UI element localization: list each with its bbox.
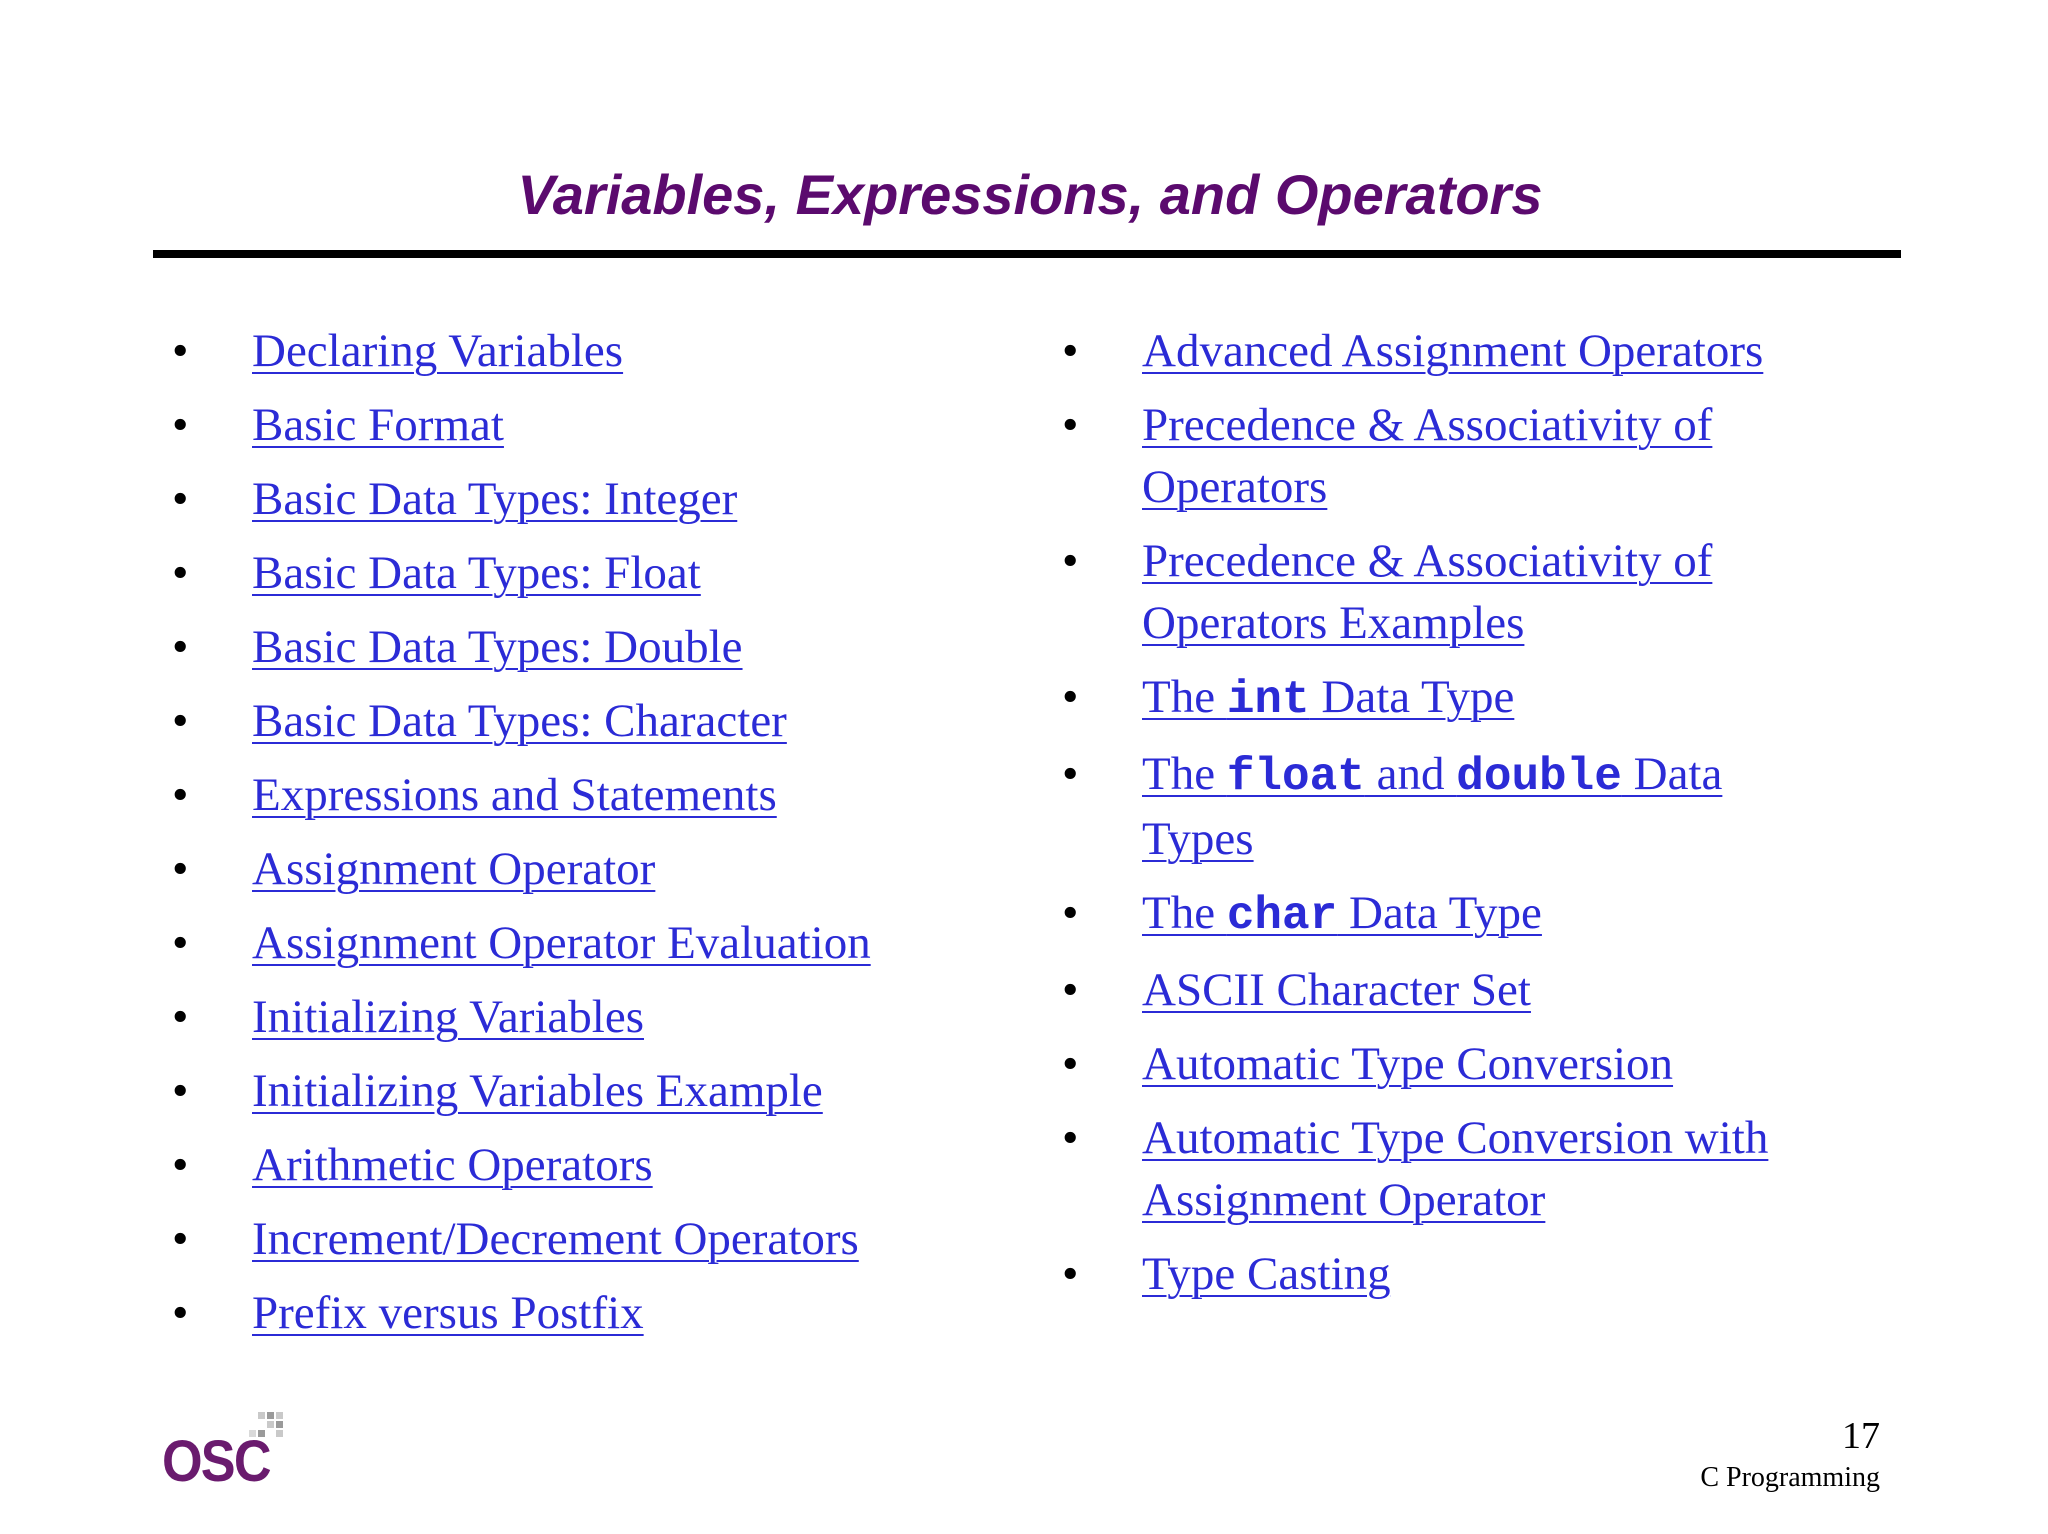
link-text-line: Assignment Operator	[1142, 1174, 1546, 1226]
list-item	[1062, 882, 1922, 947]
bullet: •	[172, 1139, 189, 1191]
bullet: •	[172, 547, 189, 599]
bullet: •	[172, 399, 189, 451]
link-declaring-variables[interactable]: Declaring Variables	[252, 325, 624, 377]
link-precedence-associativity-examples[interactable]	[1142, 535, 1712, 649]
list-item	[172, 912, 992, 974]
bullet: •	[1062, 671, 1079, 723]
list-item	[172, 1208, 992, 1270]
list-item	[1062, 959, 1922, 1021]
bullet: •	[172, 1287, 189, 1339]
list-item	[1062, 1107, 1922, 1231]
link-text-line: Precedence & Associativity of	[1142, 399, 1713, 451]
link-char-data-type[interactable]	[1142, 887, 1542, 942]
list-item	[1062, 743, 1922, 870]
osc-logo	[162, 1410, 292, 1494]
link-automatic-type-conversion-assignment[interactable]	[1142, 1112, 1768, 1226]
bullet: •	[172, 695, 189, 747]
link-arithmetic-operators[interactable]: Arithmetic Operators	[252, 1139, 653, 1191]
list-item	[1062, 530, 1922, 654]
slide-title: Variables, Expressions, and Operators	[517, 163, 1543, 226]
link-int-data-type[interactable]	[1142, 671, 1515, 726]
bullet: •	[1062, 1248, 1079, 1300]
link-float-double-data-types[interactable]	[1142, 748, 1722, 865]
code-keyword-char: char	[1226, 890, 1338, 942]
list-item	[1062, 320, 1922, 382]
list-item	[172, 1060, 992, 1122]
link-initializing-variables[interactable]: Initializing Variables	[252, 991, 644, 1043]
list-item	[172, 320, 992, 382]
bullet: •	[1062, 325, 1079, 377]
link-basic-data-types-integer[interactable]: Basic Data Types: Integer	[252, 473, 738, 525]
link-text-line: Precedence & Associativity of	[1142, 535, 1713, 587]
link-automatic-type-conversion[interactable]: Automatic Type Conversion	[1142, 1038, 1674, 1090]
bullet: •	[172, 769, 189, 821]
bullet: •	[1062, 887, 1079, 939]
link-text: Data Type	[1337, 887, 1542, 939]
bullet: •	[172, 991, 189, 1043]
left-link-list	[172, 320, 992, 1356]
bullet: •	[1062, 535, 1079, 587]
list-item	[172, 1134, 992, 1196]
list-item	[1062, 1243, 1922, 1305]
list-item	[172, 616, 992, 678]
bullet: •	[172, 1065, 189, 1117]
link-ascii-character-set[interactable]: ASCII Character Set	[1142, 964, 1531, 1016]
right-link-list	[1062, 320, 1922, 1317]
link-text-line: Automatic Type Conversion with	[1142, 1112, 1769, 1164]
list-item	[1062, 394, 1922, 518]
list-item	[172, 690, 992, 752]
link-basic-data-types-character[interactable]: Basic Data Types: Character	[252, 695, 787, 747]
title-divider	[153, 250, 1901, 258]
link-basic-data-types-float[interactable]: Basic Data Types: Float	[252, 547, 701, 599]
link-text: Data Type	[1309, 671, 1515, 723]
link-assignment-operator-evaluation[interactable]: Assignment Operator Evaluation	[252, 917, 871, 969]
list-item	[172, 764, 992, 826]
link-text-line: Operators	[1142, 461, 1328, 513]
bullet: •	[1062, 748, 1079, 800]
link-basic-data-types-double[interactable]: Basic Data Types: Double	[252, 621, 743, 673]
bullet: •	[172, 473, 189, 525]
logo-text: OSC	[162, 1429, 270, 1494]
bullet: •	[172, 621, 189, 673]
link-assignment-operator[interactable]: Assignment Operator	[252, 843, 656, 895]
link-text: Data	[1621, 748, 1723, 800]
link-text-line: Types	[1142, 813, 1254, 865]
list-item	[172, 838, 992, 900]
link-prefix-versus-postfix[interactable]: Prefix versus Postfix	[252, 1287, 644, 1339]
link-text: The	[1142, 887, 1227, 939]
link-increment-decrement-operators[interactable]: Increment/Decrement Operators	[252, 1213, 859, 1265]
code-keyword-int: int	[1226, 674, 1310, 726]
bullet: •	[172, 843, 189, 895]
footer-label: C Programming	[1700, 1462, 1880, 1493]
list-item	[1062, 666, 1922, 731]
list-item	[172, 542, 992, 604]
link-text-line: Operators Examples	[1142, 597, 1525, 649]
bullet: •	[1062, 399, 1079, 451]
bullet: •	[172, 1213, 189, 1265]
code-keyword-float: float	[1226, 751, 1365, 803]
list-item	[172, 394, 992, 456]
bullet: •	[172, 917, 189, 969]
code-keyword-double: double	[1456, 751, 1622, 803]
bullet: •	[172, 325, 189, 377]
link-basic-format[interactable]: Basic Format	[252, 399, 504, 451]
link-advanced-assignment-operators[interactable]: Advanced Assignment Operators	[1142, 325, 1764, 377]
list-item	[172, 468, 992, 530]
page-number: 17	[1842, 1415, 1880, 1457]
link-type-casting[interactable]: Type Casting	[1142, 1248, 1391, 1300]
link-initializing-variables-example[interactable]: Initializing Variables Example	[252, 1065, 823, 1117]
link-precedence-associativity[interactable]	[1142, 399, 1712, 513]
list-item	[172, 986, 992, 1048]
link-text: The	[1142, 671, 1227, 723]
list-item	[172, 1282, 992, 1344]
bullet: •	[1062, 964, 1079, 1016]
link-text: The	[1142, 748, 1227, 800]
bullet: •	[1062, 1112, 1079, 1164]
bullet: •	[1062, 1038, 1079, 1090]
link-text: and	[1364, 748, 1457, 800]
link-expressions-and-statements[interactable]: Expressions and Statements	[252, 769, 777, 821]
list-item	[1062, 1033, 1922, 1095]
